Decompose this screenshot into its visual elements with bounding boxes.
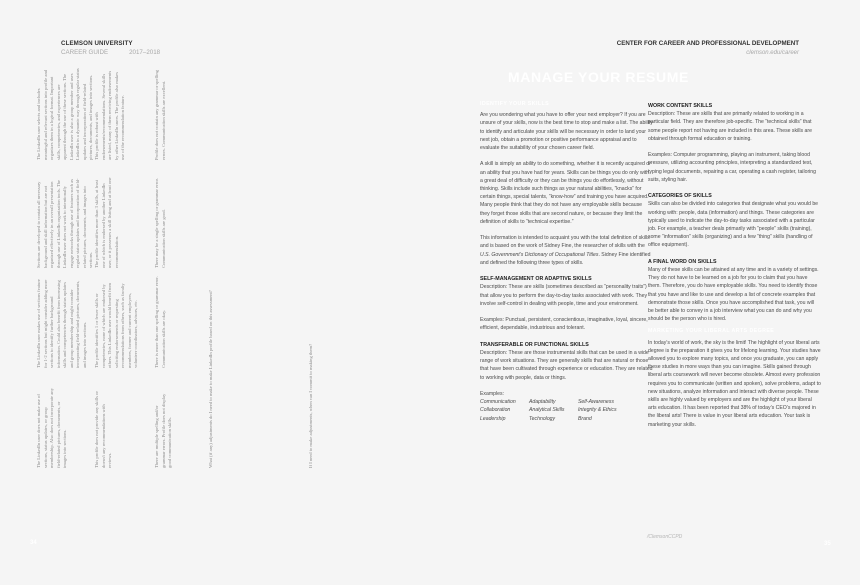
sidney-fine-paragraph: This information is intended to acquaint you with the total definition of skills and is based on the work of Sidney Fine, the researcher of skills with the U.S. Government’s Dictionary of Occupational Titles. Sidney Fine identified and defined the following three types of skills. (480, 235, 651, 266)
skill-definition-paragraph: A skill is simply an ability to do something, whether it is recently acquired or an ability that you have had for years. Skills can be things you do only with a great deal of difficulty or they can be things you do effortlessly, without thinking. Skills include such things as your natural abilities, “knacks” for certain things, special talents, “know-how” and training you have acquired. Many people think that they do not have any employable skills because they forget those skills that are second nature, or because they limit the definition of skills to “technical expertise.” (480, 161, 651, 225)
page-title: MANAGE YOUR RESUME (508, 69, 689, 85)
example-item: Brand (578, 415, 592, 422)
example-item: Technology (529, 415, 556, 422)
center-name: CENTER FOR CAREER AND PROFESSIONAL DEVELOPMENT (616, 40, 799, 47)
rubric-cell: The profile identifies 1 or fewer skills or competencies, none of which are endorsed by others. This LinkedIn user would benefit from soliciting endorsements or requesting recommendations from others, such as faculty members, former and current employers, volunteer coordinators, advisors, etc. (94, 282, 138, 368)
self-management-description: Description: These are skills (sometimes described as “personality traits”) that allow you to perform the day-to-day tasks associated with work. They involve self-control in dealing with people, time and your environment. (480, 284, 648, 307)
skills-column-left (480, 100, 653, 423)
linkedin-rubric-table (30, 50, 330, 490)
examples-label: Examples: (480, 391, 504, 398)
work-content-description: Description: These are skills that are primarily related to working in a particular field. They are therefore job-specific. The “technical skills” that some people report not having are included in this area. These skills are obtained through formal education or training. (648, 111, 812, 142)
liberal-arts-description: In today’s world of work, the sky is the limit! The highlight of your liberal arts degree is the preparation it gives you for lifelong learning. Your studies have allowed you to explore many topics, and once you graduate, you can apply these studies in more ways than you can imagine. Skills gained through liberal arts coursework will never become obsolete. Almost every profession requires you to communicate (written and spoken), solve problems, adapt to new situations, analyze information and interact with diverse people. These skills are highly valued by employers and are the highlight of your liberal arts education. It has been reported that 38% of today’s CEO’s majored in the liberal arts! There is value in your liberal arts education. Your task is marketing your skills. (648, 339, 821, 428)
example-item: Integrity & Ethics (578, 407, 617, 414)
example-item: Leadership (480, 415, 506, 422)
rubric-cell: Sections are developed to contain all necessary background and skill information but are not organized effectively in an overall presentation through use of LinkedIn organization tools. The LinkedIn user does not work to intentionally engage networks through use of features such as regular status updates and incorporation of field-related pictures, documents, and images into sections. (36, 178, 93, 268)
rubric-cell: Profile does not contain any grammar or spelling errors. Communication skills are excellent. (154, 70, 166, 160)
skills-column-right (648, 102, 821, 437)
work-content-examples: Examples: Computer programming, playing an instrument, taking blood pressure, utilizing accounting principles, interpreting a standardized test, typing legal documents, repairing a car, operating a cash register, tailoring suits, styling hair. (648, 152, 817, 183)
social-handle[interactable]: /ClemsonCCPD (647, 534, 683, 540)
center-header (617, 40, 799, 57)
rubric-cell: The LinkedIn user does not make use of sections, status updates, or group membership. Also does not incorporate any field-related pictures, documents, or images into sections. (36, 388, 67, 468)
example-item: Communication (480, 399, 516, 406)
heading-categories: CATEGORIES OF SKILLS (648, 193, 712, 200)
rubric-cell: The profile identifies more than 3 skills, at least one of which is endorsed by another LinkedIn user, or it possesses a skill listing and at least one recommendation. (94, 177, 119, 268)
section-title-liberal-arts: MARKETING YOUR LIBERAL ARTS DEGREE (648, 328, 775, 335)
dictionary-title: U.S. Government’s Dictionary of Occupational Titles (480, 251, 599, 258)
guide-year: 2017–2018 (129, 49, 161, 56)
example-item: Self-Awareness (578, 399, 614, 406)
heading-work-content: WORK CONTENT SKILLS (648, 103, 713, 109)
rubric-cell: The LinkedIn user selects and includes meaningful and relevant sections into profile and organizes them in a logical format. Important skills, competencies, and experiences are apparent through the use of these sections. The LinkedIn user is also a group member and uses LinkedIn in a dynamic way through regular status updates and incorporation of field-related pictures, documents, and images into sections. (36, 68, 93, 160)
rubric-cell: There may be a single spelling or grammar error. Communication skills are good. (154, 178, 166, 268)
heading-self-management: SELF-MANAGEMENT OR ADAPTIVE SKILLS (480, 276, 592, 283)
rubric-cell: There are multiple spelling and/or grammar errors. Profile does not display good communication skills. (154, 393, 172, 468)
self-management-examples: Examples: Punctual, persistent, conscientious, imaginative, loyal, sincere, efficient, dependable, industrious and tolerant. (480, 317, 648, 332)
example-item: Adaptability (529, 399, 556, 406)
rubric-cell: The LinkedIn user makes use of sections feature for 1-2 sections but might consider adding more sections to identify further background information. Could also benefit from increasing skills and competencies through status updates and group membership and might consider incorporating field-related pictures, documents, and images into sections. (36, 279, 87, 368)
page-number-right: 35 (824, 541, 831, 547)
heading-final-word: A FINAL WORD ON SKILLS (648, 258, 717, 265)
reflection-question: What (if any) adjustments do I need to make to make LinkedIn profile based on this assessment? (208, 290, 213, 468)
examples-grid (480, 398, 653, 423)
section-title-identify-skills: IDENTIFY YOUR SKILLS (480, 101, 550, 107)
rubric-cell: There is more than one spelling or grammar error. Communication skills are okay. (154, 276, 166, 368)
rubric-cell: This profile does not provide any skills or doesn't any recommendations with reviews. (94, 391, 112, 468)
transferable-description: Description: These are those instrumental skills that can be used in a wide range of work situations. They are generally skills that are natural or those that have been cultivated through experience or education. They are related to working with people, data or things. (480, 350, 653, 381)
center-url[interactable]: clemson.edu/career (746, 50, 799, 56)
final-word-description: Many of these skills can be attained at any time and in a variety of settings. They do not have to be learned on a job for you to claim that you have them. Therefore, you do have employable skills. You need to identify those that you have and like to use and develop a list of concrete examples that demonstrate those skills. Once you have accomplished that task, you will be better able to convey in a job interview what you can do and why you should be the person who is hired. (648, 267, 819, 323)
reflection-question: If I need to make adjustments, when can I commit to making them? (308, 343, 313, 468)
page-number-left: 34 (30, 540, 37, 546)
university-name: CLEMSON UNIVERSITY (61, 40, 133, 47)
example-item: Analytical Skills (529, 407, 565, 414)
guide-name: CAREER GUIDE (61, 49, 109, 56)
heading-transferable: TRANSFERABLE OR FUNCTIONAL SKILLS (480, 341, 589, 348)
intro-paragraph: Are you wondering what you have to offer your next employer? If you are unsure of your skills, now is the best time to stop and make a list. The ability to identify and articulate your skills will be necessary in order to land your next job, obtain a promotion or positive performance appraisal and to evaluate the suitability of your chosen career field. (480, 112, 653, 152)
categories-description: Skills can also be divided into categories that designate what you would be working with: people, data (information) and things. These categories are typically used to indicate the day-to-day tasks associated with a particular job. For example, a teacher deals primarily with “people” skills (training), some “information” skills (organizing) and a few “thing” skills (handling of office equipment). (648, 201, 819, 249)
example-item: Collaboration (480, 407, 511, 414)
rubric-cell: This profile is robust with endorsements/recommendations. Several skills are listed, many of them receiving endorsements by other LinkedIn users. The profile also makes use of the recommendation feature. (94, 70, 125, 160)
